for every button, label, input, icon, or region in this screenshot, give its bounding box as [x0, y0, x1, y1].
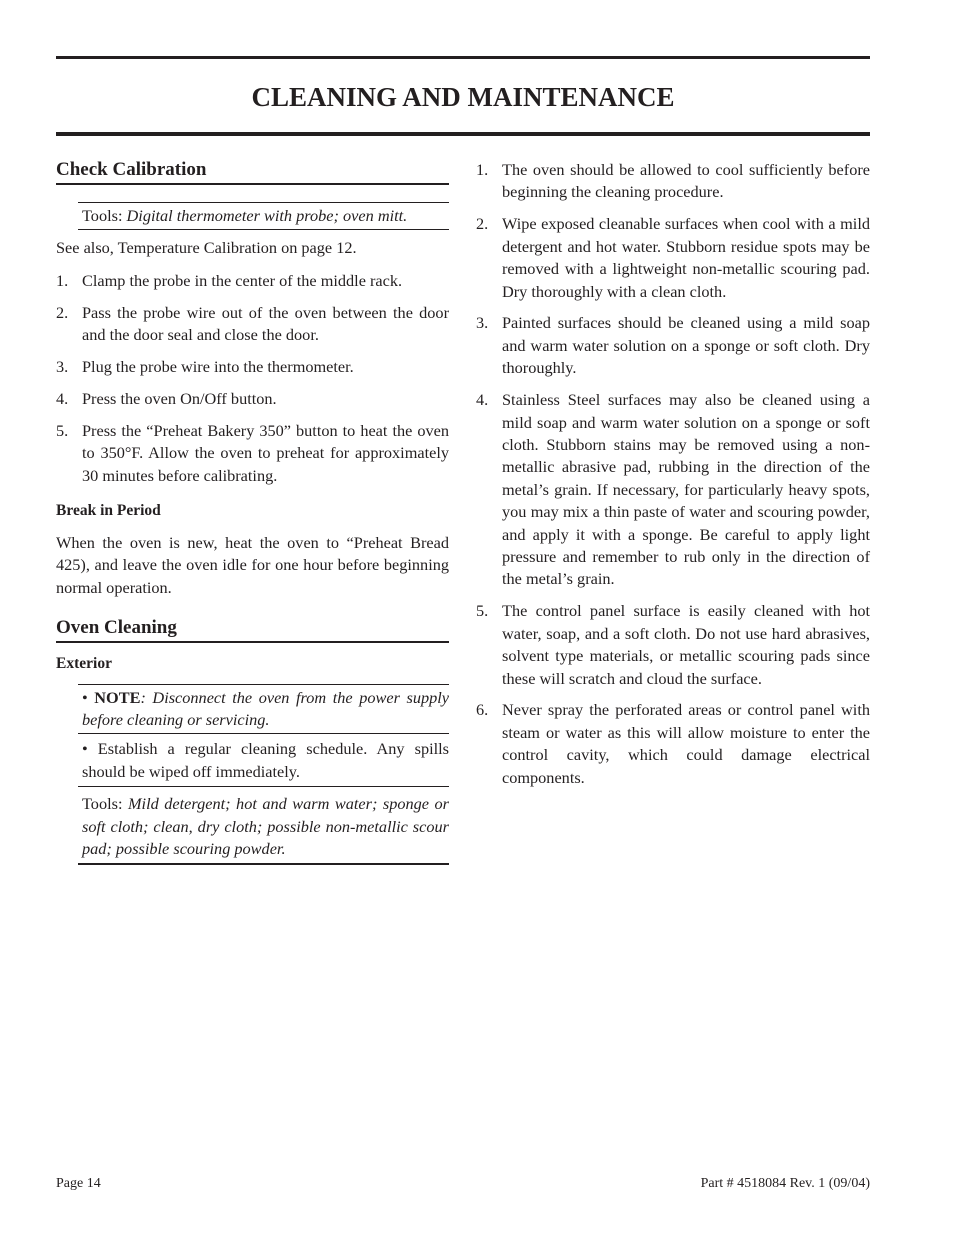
schedule-text: • Establish a regular cleaning schedule. Any spills should be wiped off immediately. — [82, 739, 449, 781]
list-item: 3. Painted surfaces should be cleaned using a mild soap and warm water solution on a sponge or soft cloth. Dry thoroughly. — [476, 313, 870, 378]
see-also-text: See also, Temperature Calibration on page 12. — [56, 238, 357, 258]
cleaning-tools-box — [78, 787, 449, 865]
calibration-steps — [56, 270, 449, 487]
list-item: 6. Never spray the perforated areas or control panel with steam or water as this will allow moisture to enter the control cavity, which could damage electrical components. — [476, 700, 870, 787]
list-item: 5. The control panel surface is easily cleaned with hot water, soap, and a soft cloth. Do not use hard abrasives, solvent type materials, or metallic scouring pads since these will scratch and cloud the surface. — [476, 601, 870, 688]
cleaning-steps — [476, 159, 870, 789]
note-bullet: • — [82, 687, 95, 707]
note-text: : Disconnect the oven from the power supply before cleaning or servicing. — [82, 687, 449, 729]
list-item: 1. The oven should be allowed to cool sufficiently before beginning the cleaning procedure. — [476, 160, 870, 202]
exterior-heading: Exterior — [56, 655, 112, 673]
right-column — [476, 159, 870, 789]
list-item: 1. Clamp the probe in the center of the middle rack. — [56, 270, 403, 290]
page-number: Page 14 — [56, 1176, 101, 1191]
list-item: 2. Wipe exposed cleanable surfaces when cool with a mild detergent and hot water. Stubborn residue spots may be removed with a lightweight non-metallic scouring pad. Dry thoroughly with a clean cloth. — [476, 214, 870, 301]
cleaning-tools-label: Tools: — [82, 794, 123, 814]
calibration-tools-box — [78, 202, 449, 230]
list-item: 5. Press the “Preheat Bakery 350” button to heat the oven to 350°F. Allow the oven to preheat for approximately 30 minutes before calibrating. — [56, 420, 449, 485]
check-calibration-heading: Check Calibration — [56, 157, 449, 185]
top-rule — [56, 56, 870, 59]
break-in-heading: Break in Period — [56, 502, 161, 520]
page-title: CLEANING AND MAINTENANCE — [251, 82, 675, 112]
cleaning-tools-text: Mild detergent; hot and warm water; sponge or soft cloth; clean, dry cloth; possible non-metallic scour pad; possible scouring powder. — [82, 794, 449, 859]
note-box — [78, 684, 449, 735]
list-item: 4. Press the oven On/Off button. — [56, 388, 277, 408]
list-item: 2. Pass the probe wire out of the oven between the door and the door seal and close the door. — [56, 302, 449, 345]
list-item: 4. Stainless Steel surfaces may also be cleaned using a mild soap and warm water solution on a sponge or soft cloth. Stubborn stains may be removed using a non-metallic abrasive pad, rubbing in the direction of the metal’s grain. If necessary, for particularly heavy spots, you may mix a thin paste of water and scouring powder, and apply it with a sponge. Be careful to apply light pressure and remember to rub only in the direction of the metal’s grain. — [476, 390, 870, 589]
oven-cleaning-heading: Oven Cleaning — [56, 615, 449, 643]
note-label: NOTE — [94, 687, 141, 707]
calibration-tools-label: Tools: — [82, 206, 123, 225]
title-rule — [56, 132, 870, 136]
calibration-tools-text: Digital thermometer with probe; oven mitt. — [122, 206, 408, 225]
list-item: 3. Plug the probe wire into the thermometer. — [56, 357, 354, 377]
break-in-text: When the oven is new, heat the oven to “Preheat Bread 425), and leave the oven idle for one hour before beginning normal operation. — [56, 532, 449, 597]
left-column — [56, 157, 449, 865]
part-number: Part # 4518084 Rev. 1 (09/04) — [700, 1176, 870, 1191]
schedule-box — [78, 734, 449, 787]
